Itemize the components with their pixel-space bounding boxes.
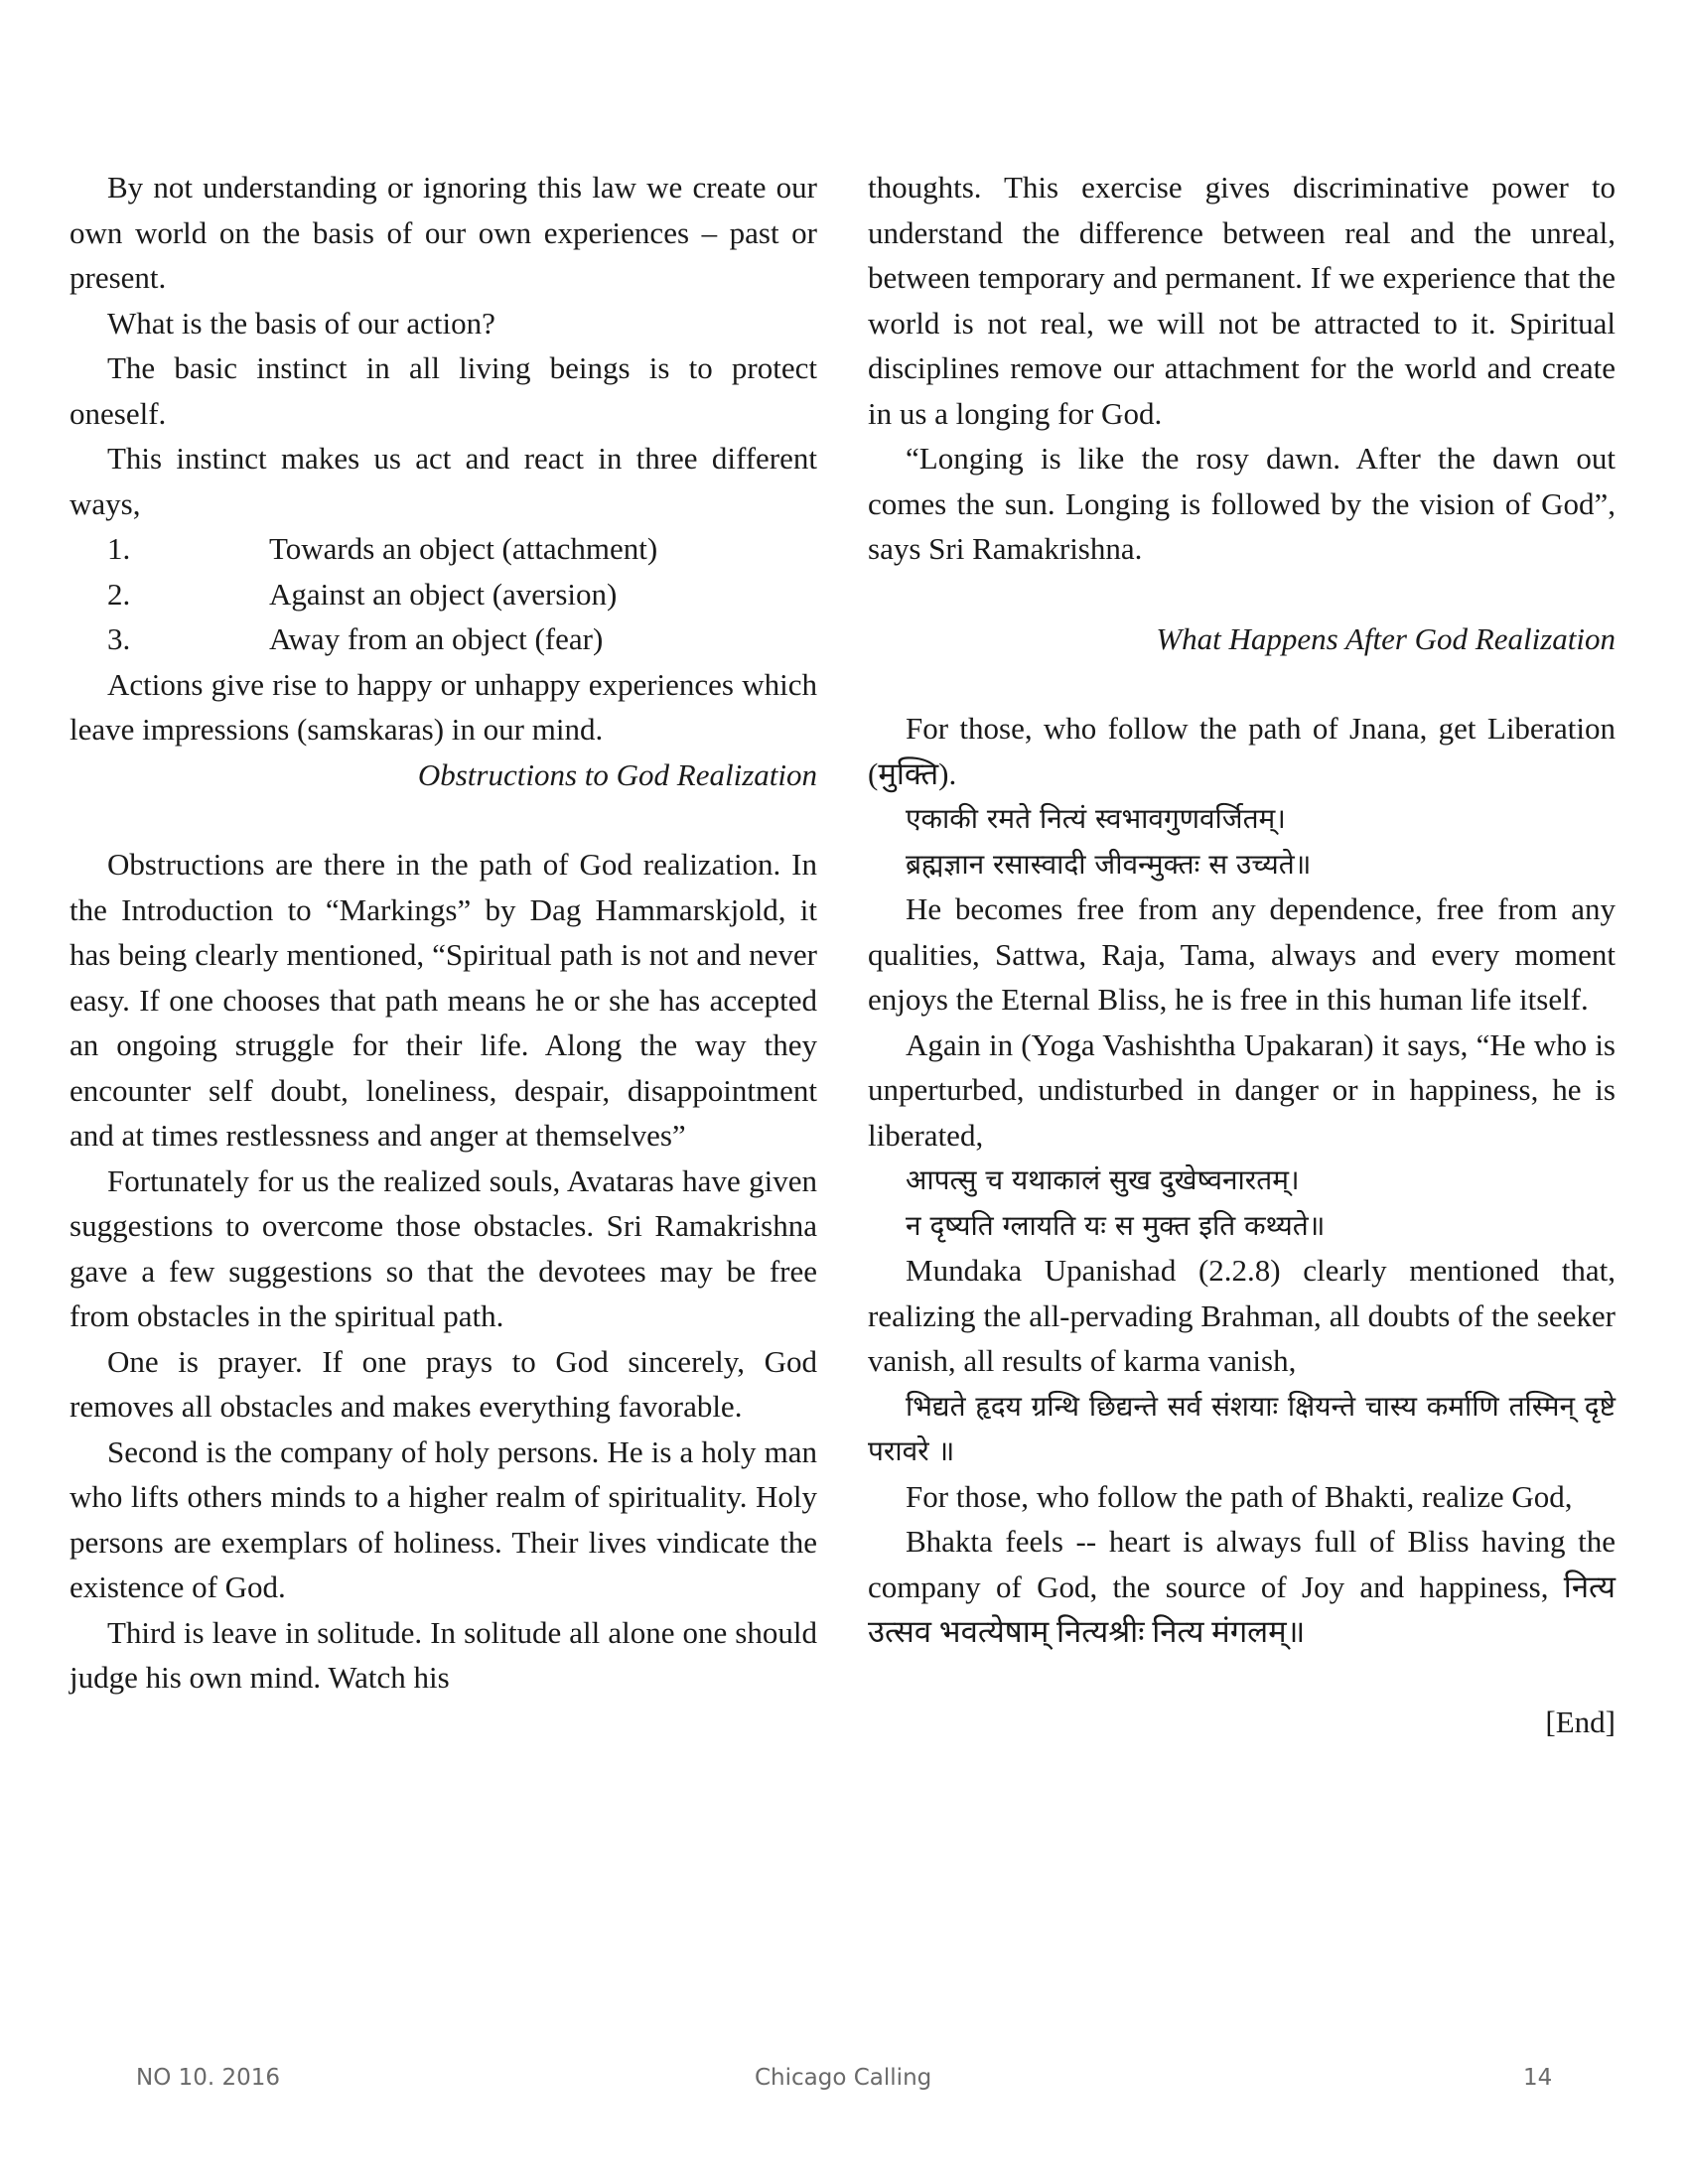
paragraph: He becomes free from any dependence, free from any qualities, Sattwa, Raja, Tama, always and every moment enjoys the Eternal Bliss, he is free in this human life itself. — [868, 891, 1616, 1017]
paragraph: Bhakta feels -- heart is always full of Bliss having the company of God, the source of Joy and happiness, नित्य उत्सव भवत्येषाम् नित्यश्रीः नित्य मंगलम्॥ — [868, 1524, 1616, 1649]
list-number: 2. — [107, 576, 131, 612]
list-text: Against an object (aversion) — [269, 576, 618, 612]
paragraph: This instinct makes us act and react in three different ways, — [70, 441, 817, 521]
list-number: 1. — [107, 531, 131, 566]
paragraph: Fortunately for us the realized souls, Avataras have given suggestions to overcome those obstacles. Sri Ramakrishna gave a few suggestions so that the devotees may be free from obstacles in the spiritual path. — [70, 1162, 817, 1333]
paragraph: Mundaka Upanishad (2.2.8) clearly mentioned that, realizing the all-pervading Brahman, all doubts of the seeker vanish, all results of karma vanish, — [868, 1253, 1616, 1378]
list-item — [70, 616, 817, 662]
paragraph: For those, who follow the path of Jnana, get Liberation (मुक्ति). — [868, 711, 1616, 791]
footer-publication: Chicago Calling — [755, 2065, 932, 2091]
sanskrit-verse: न दृष्यति ग्लायति यः स मुक्त इति कथ्यते॥ — [906, 1208, 1326, 1242]
sanskrit-verse: भिद्यते हृदय ग्रन्थि छिद्यन्ते सर्व संशयाः क्षियन्ते चास्य कर्माणि तस्मिन् दृष्टे परावरे ॥ — [868, 1389, 1616, 1467]
sanskrit-verse: ब्रह्मज्ञान रसास्वादी जीवन्मुक्तः स उच्यते॥ — [906, 847, 1312, 881]
paragraph: Second is the company of holy persons. He is a holy man who lifts others minds to a higher realm of spirituality. Holy persons are exemplars of holiness. Their lives vindicate the existence of God. — [70, 1433, 817, 1604]
paragraph: For those, who follow the path of Bhakti, realize God, — [906, 1478, 1573, 1514]
list-item — [70, 526, 817, 572]
section-heading: Obstructions to God Realization — [417, 756, 817, 792]
end-marker: [End] — [1545, 1704, 1616, 1739]
paragraph: thoughts. This exercise gives discriminative power to understand the difference between real and the unreal, between temporary and permanent. If we experience that the world is not real, we will not be attracted to it. Spiritual disciplines remove our attachment for the world and create in us a longing for God. — [868, 170, 1616, 431]
paragraph: One is prayer. If one prays to God sincerely, God removes all obstacles and makes everything favorable. — [70, 1343, 817, 1424]
footer-page-number: 14 — [1523, 2065, 1553, 2091]
footer-issue: NO 10. 2016 — [136, 2065, 281, 2091]
left-column — [70, 165, 817, 1701]
sanskrit-verse: एकाकी रमते नित्यं स्वभावगुणवर्जितम्। — [906, 802, 1286, 835]
right-column — [868, 165, 1616, 1744]
section-heading: What Happens After God Realization — [1156, 620, 1616, 656]
list-text: Away from an object (fear) — [269, 621, 604, 656]
list-item — [70, 572, 817, 617]
paragraph: Actions give rise to happy or unhappy experiences which leave impressions (samskaras) in our mind. — [70, 666, 817, 747]
list-text: Towards an object (attachment) — [269, 531, 658, 566]
paragraph: Obstructions are there in the path of God realization. In the Introduction to “Markings” by Dag Hammarskjold, it has being clearly mentioned, “Spiritual path is not and never easy. If one chooses that path means he or she has accepted an ongoing struggle for their life. Along the way they encounter self doubt, loneliness, despair, disappointment and at times restlessness and anger at themselves” — [70, 847, 817, 1153]
paragraph: What is the basis of our action? — [107, 305, 495, 341]
paragraph: “Longing is like the rosy dawn. After the dawn out comes the sun. Longing is followed by the vision of God”, says Sri Ramakrishna. — [868, 441, 1616, 566]
paragraph: Third is leave in solitude. In solitude all alone one should judge his own mind. Watch his — [70, 1614, 817, 1695]
paragraph: Again in (Yoga Vashishtha Upakaran) it says, “He who is unperturbed, undisturbed in danger or in happiness, he is liberated, — [868, 1026, 1616, 1153]
paragraph: By not understanding or ignoring this law we create our own world on the basis of our own experiences – past or present. — [70, 170, 817, 295]
list-number: 3. — [107, 621, 131, 656]
paragraph: The basic instinct in all living beings is to protect oneself. — [70, 350, 817, 431]
sanskrit-verse: आपत्सु च यथाकालं सुख दुखेष्वनारतम्। — [906, 1163, 1300, 1196]
